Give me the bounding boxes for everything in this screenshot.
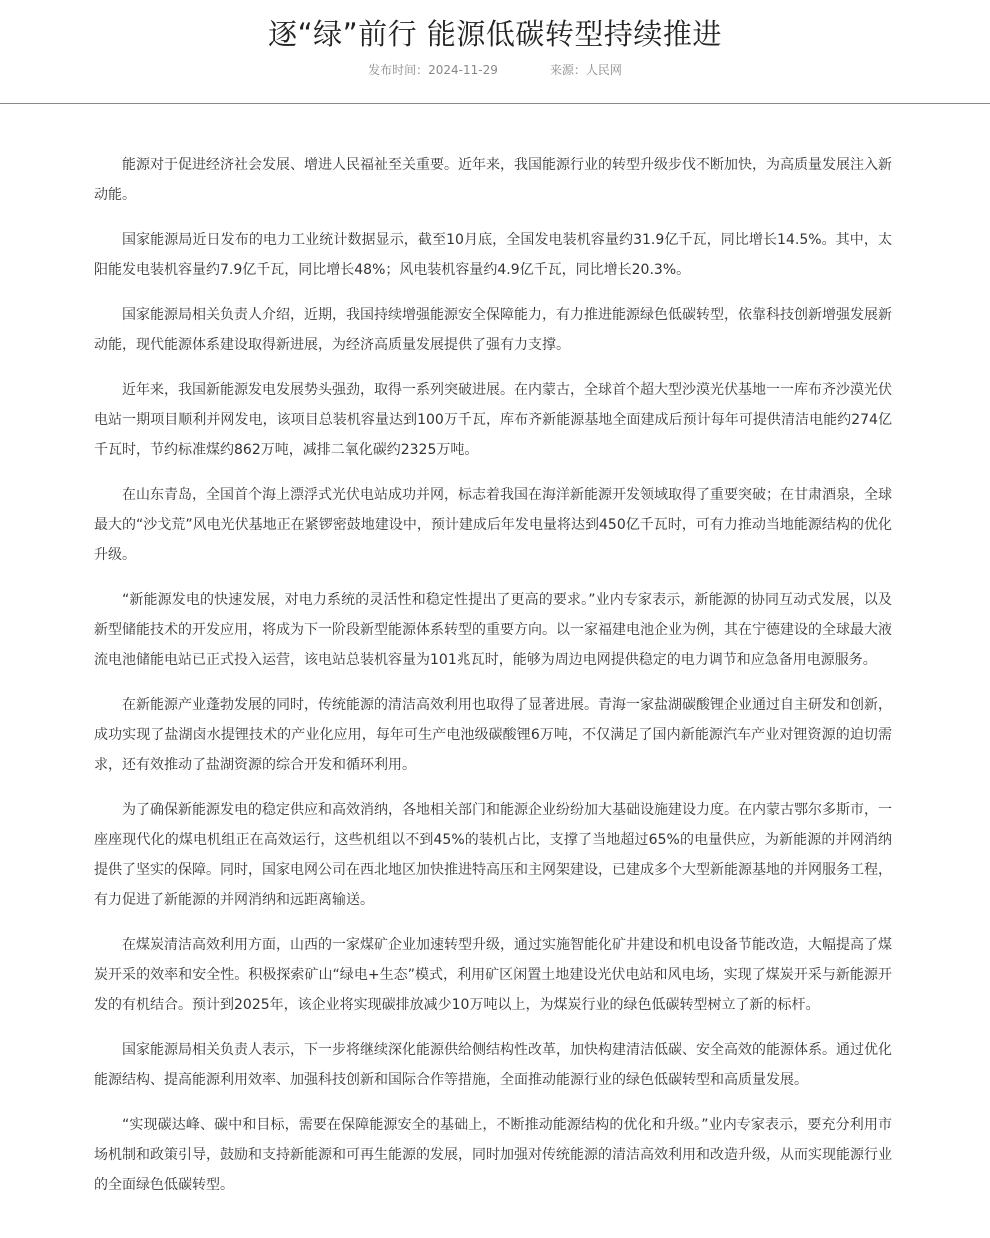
paragraph: 国家能源局相关负责人介绍，近期，我国持续增强能源安全保障能力，有力推进能源绿色低碳转型，依靠科技创新增强发展新动能，现代能源体系建设取得新进展，为经济高质量发展提供了强有力支撑。: [94, 307, 892, 353]
paragraph: 近年来，我国新能源发电发展势头强劲，取得一系列突破进展。在内蒙古，全球首个超大型沙漠光伏基地一一库布齐沙漠光伏电站一期项目顺利并网发电，该项目总装机容量达到100万千瓦，库布齐新能源基地全面建成后预计每年可提供清洁电能约274亿千瓦时，节约标准煤约862万吨，减排二氧化碳约2325万吨。: [94, 382, 892, 458]
article-body: [94, 150, 892, 1215]
paragraph: “实现碳达峰、碳中和目标，需要在保障能源安全的基础上，不断推动能源结构的优化和升级。”业内专家表示，要充分利用市场机制和政策引导，鼓励和支持新能源和可再生能源的发展，同时加强对传统能源的清洁高效利用和改造升级，从而实现能源行业的全面绿色低碳转型。: [94, 1117, 892, 1193]
article-header: [0, 0, 990, 104]
article-title: 逐“绿”前行 能源低碳转型持续推进: [268, 17, 722, 51]
paragraph: 国家能源局相关负责人表示，下一步将继续深化能源供给侧结构性改革，加快构建清洁低碳、安全高效的能源体系。通过优化能源结构、提高能源利用效率、加强科技创新和国际合作等措施，全面推动能源行业的绿色低碳转型和高质量发展。: [94, 1042, 892, 1088]
paragraph: 在山东青岛，全国首个海上漂浮式光伏电站成功并网，标志着我国在海洋新能源开发领域取得了重要突破；在甘肃酒泉，全球最大的“沙戈荒”风电光伏基地正在紧锣密鼓地建设中，预计建成后年发电量将达到450亿千瓦时，可有力推动当地能源结构的优化升级。: [94, 487, 892, 563]
paragraph: 为了确保新能源发电的稳定供应和高效消纳，各地相关部门和能源企业纷纷加大基础设施建设力度。在内蒙古鄂尔多斯市，一座座现代化的煤电机组正在高效运行，这些机组以不到45%的装机占比，支撑了当地超过65%的电量供应，为新能源的并网消纳提供了坚实的保障。同时，国家电网公司在西北地区加快推进特高压和主网架建设，已建成多个大型新能源基地的并网服务工程，有力促进了新能源的并网消纳和远距离输送。: [94, 802, 892, 908]
article-meta: [0, 62, 990, 78]
paragraph: 在煤炭清洁高效利用方面，山西的一家煤矿企业加速转型升级，通过实施智能化矿井建设和机电设备节能改造，大幅提高了煤炭开采的效率和安全性。积极探索矿山“绿电+生态”模式，利用矿区闲置土地建设光伏电站和风电场，实现了煤炭开采与新能源开发的有机结合。预计到2025年，该企业将实现碳排放减少10万吨以上，为煤炭行业的绿色低碳转型树立了新的标杆。: [94, 937, 892, 1013]
paragraph: 在新能源产业蓬勃发展的同时，传统能源的清洁高效利用也取得了显著进展。青海一家盐湖碳酸锂企业通过自主研发和创新，成功实现了盐湖卤水提锂技术的产业化应用，每年可生产电池级碳酸锂6万吨，不仅满足了国内新能源汽车产业对锂资源的迫切需求，还有效推动了盐湖资源的综合开发和循环利用。: [94, 697, 892, 773]
publish-time: 发布时间：2024-11-29: [368, 63, 498, 77]
paragraph: 能源对于促进经济社会发展、增进人民福祉至关重要。近年来，我国能源行业的转型升级步伐不断加快，为高质量发展注入新动能。: [94, 157, 892, 203]
article-source: 来源：人民网: [549, 63, 622, 77]
paragraph: 国家能源局近日发布的电力工业统计数据显示，截至10月底，全国发电装机容量约31.9亿千瓦，同比增长14.5%。其中，太阳能发电装机容量约7.9亿千瓦，同比增长48%；风电装机容量约4.9亿千瓦，同比增长20.3%。: [94, 232, 892, 278]
paragraph: “新能源发电的快速发展，对电力系统的灵活性和稳定性提出了更高的要求。”业内专家表示，新能源的协同互动式发展，以及新型储能技术的开发应用，将成为下一阶段新型能源体系转型的重要方向。以一家福建电池企业为例，其在宁德建设的全球最大液流电池储能电站已正式投入运营，该电站总装机容量为101兆瓦时，能够为周边电网提供稳定的电力调节和应急备用电源服务。: [94, 592, 892, 668]
